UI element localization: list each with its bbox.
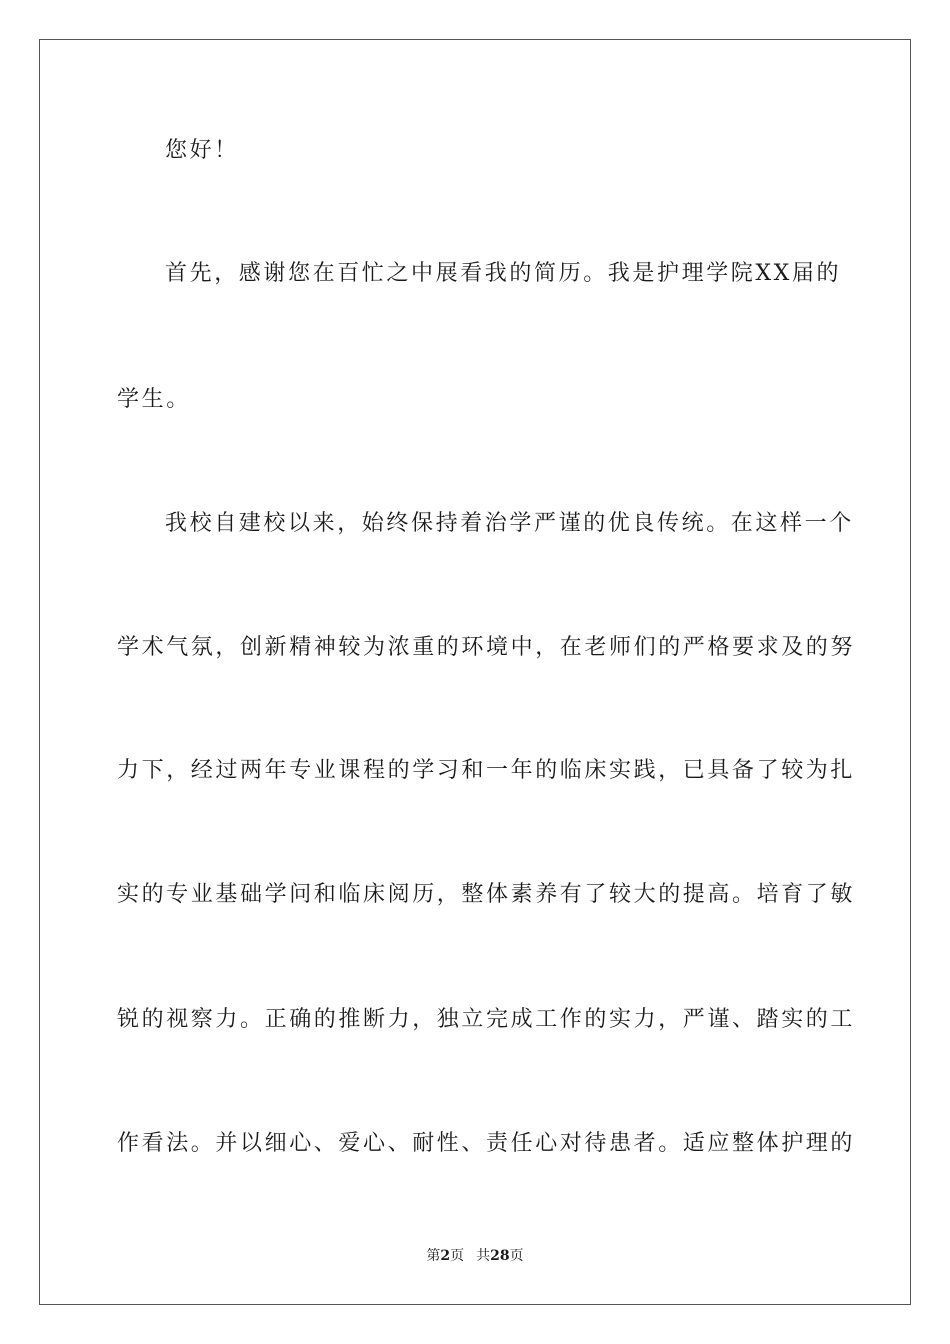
page-number: 2 (440, 1248, 451, 1264)
page-footer (0, 1247, 950, 1265)
paragraph-line: 实的专业基础学问和临床阅历，整体素养有了较大的提高。培育了敏 (117, 882, 856, 907)
paragraph-line: 学术气氛，创新精神较为浓重的环境中，在老师们的严格要求及的努 (117, 635, 856, 660)
page-suffix: 页 (450, 1248, 465, 1264)
paragraph-line: 作看法。并以细心、爱心、耐性、责任心对待患者。适应整体护理的 (117, 1131, 856, 1156)
paragraph-line: 学生。 (117, 387, 191, 412)
page-prefix: 第 (426, 1248, 441, 1264)
paragraph-line: 我校自建校以来，始终保持着治学严谨的优良传统。在这样一个 (165, 511, 854, 536)
greeting: 您好！ (165, 138, 239, 163)
paragraph-line: 力下，经过两年专业课程的学习和一年的临床实践，已具备了较为扎 (117, 758, 856, 783)
paragraph-line: 锐的视察力。正确的推断力，独立完成工作的实力，严谨、踏实的工 (117, 1007, 856, 1032)
total-suffix: 页 (509, 1248, 524, 1264)
total-prefix: 共 (476, 1248, 491, 1264)
paragraph-line: 首先，感谢您在百忙之中展看我的简历。我是护理学院XX届的 (165, 261, 842, 286)
page-frame (39, 39, 911, 1305)
total-pages: 28 (490, 1248, 510, 1264)
